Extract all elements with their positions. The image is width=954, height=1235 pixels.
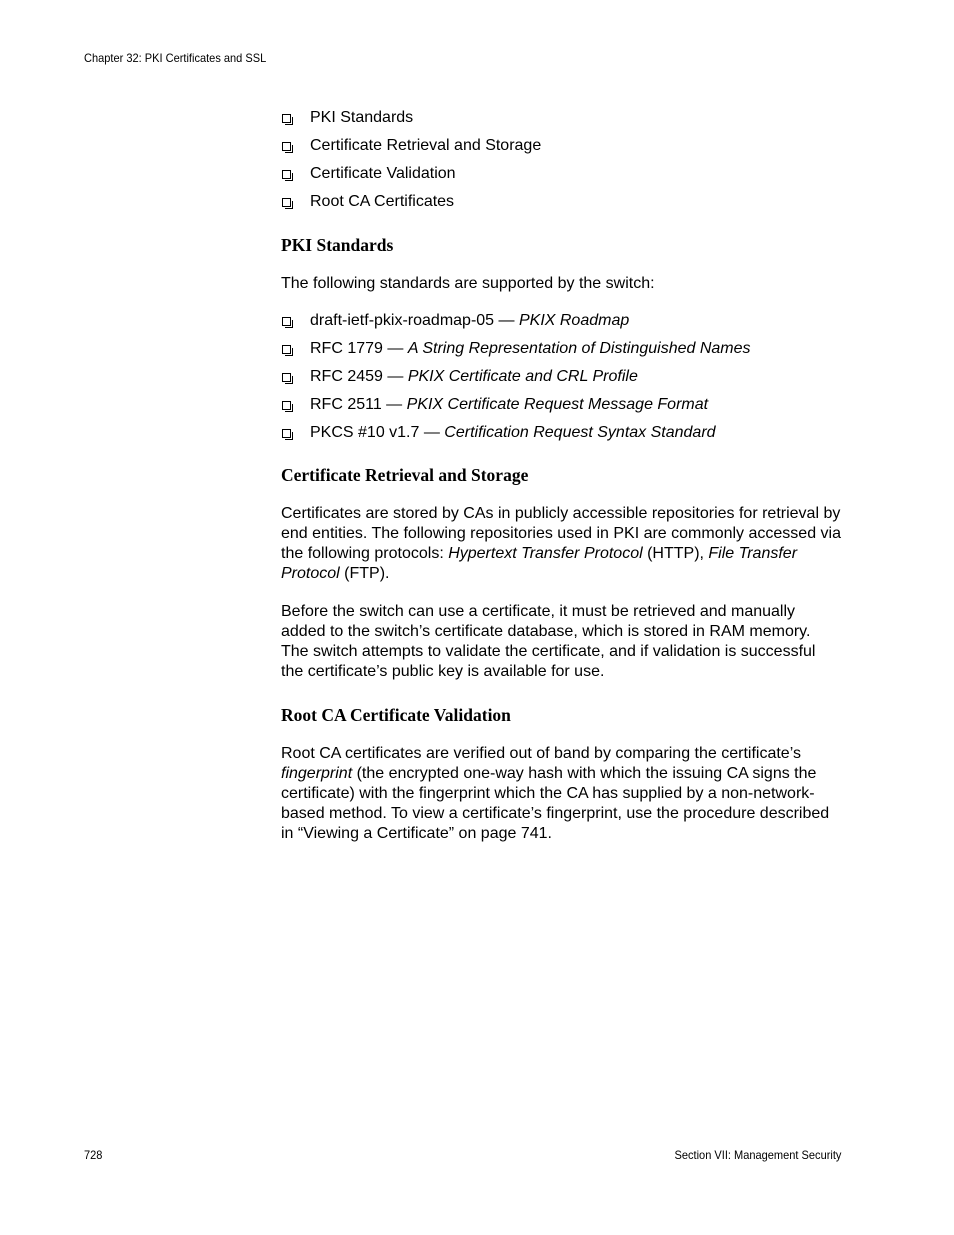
protocol-ftp: File Transfer Protocol [281,545,798,582]
list-item [281,339,751,367]
section-heading-pki-standards: PKI Standards [281,235,394,255]
section-heading-retrieval: Certificate Retrieval and Storage [281,465,529,485]
list-item [281,108,541,136]
checkbox-bullet-icon [282,401,291,410]
list-item [281,311,751,339]
list-item [281,423,751,451]
paragraph-root-ca [281,744,841,844]
paragraph-storage: Before the switch can use a certificate, it must be retrieved and manually added to the switch’s certificate database, which is stored in RAM memory. The switch attempts to validate the certificate, and if validation is successful the certificate’s public key is available for use. [281,603,816,680]
standard-title: Certification Request Syntax Standard [444,424,716,441]
checkbox-bullet-icon [282,142,291,151]
standard-id: draft-ietf-pkix-roadmap-05 — [310,312,519,329]
standards-list [281,311,751,451]
checkbox-bullet-icon [282,373,291,382]
running-footer-section: Section VII: Management Security [674,1148,841,1162]
standard-title: PKIX Certificate and CRL Profile [407,368,638,385]
list-item [281,136,541,164]
page-number: 728 [84,1148,103,1162]
term-fingerprint: fingerprint [281,765,353,782]
paragraph-intro: The following standards are supported by the switch: [281,275,655,292]
paragraph-repositories [281,504,841,584]
list-item-text: PKI Standards [310,109,414,126]
standard-id: RFC 2459 — [310,368,408,385]
list-item [281,192,541,220]
checkbox-bullet-icon [282,170,291,179]
section-heading-root-ca: Root CA Certificate Validation [281,705,511,725]
protocol-http: Hypertext Transfer Protocol [448,545,643,562]
checkbox-bullet-icon [282,429,291,438]
list-item-text: Certificate Retrieval and Storage [310,137,542,154]
text-run: Certificates are stored by CAs in publicly accessible repositories for retrieval by end entities. The following repositories used in PKI are commonly accessed via the following protocols: [281,505,841,562]
text-run: (the encrypted one-way hash with which the issuing CA signs the certificate) with the fingerprint which the CA has supplied by a non-network-based method. To view a certificate’s fingerprint, use the procedure described in “Viewing a Certificate” on page 741. [281,765,830,842]
checkbox-bullet-icon [282,114,291,123]
running-header: Chapter 32: PKI Certificates and SSL [84,51,267,65]
standard-title: PKIX Certificate Request Message Format [406,396,709,413]
list-item [281,164,541,192]
text-run: Root CA certificates are verified out of band by comparing the certificate’s [281,745,801,762]
standard-id: PKCS #10 v1.7 — [310,424,445,441]
list-item [281,395,751,423]
list-item [281,367,751,395]
list-item-text: Certificate Validation [310,165,456,182]
checkbox-bullet-icon [282,317,291,326]
standard-id: RFC 1779 — [310,340,408,357]
standard-title: PKIX Roadmap [518,312,630,329]
topic-list [281,108,541,220]
standard-id: RFC 2511 — [310,396,407,413]
list-item-text: Root CA Certificates [310,193,455,210]
standard-title: A String Representation of Distinguished Names [407,340,751,357]
checkbox-bullet-icon [282,345,291,354]
text-run: (HTTP), [642,545,709,562]
text-run: (FTP). [339,565,390,582]
checkbox-bullet-icon [282,198,291,207]
